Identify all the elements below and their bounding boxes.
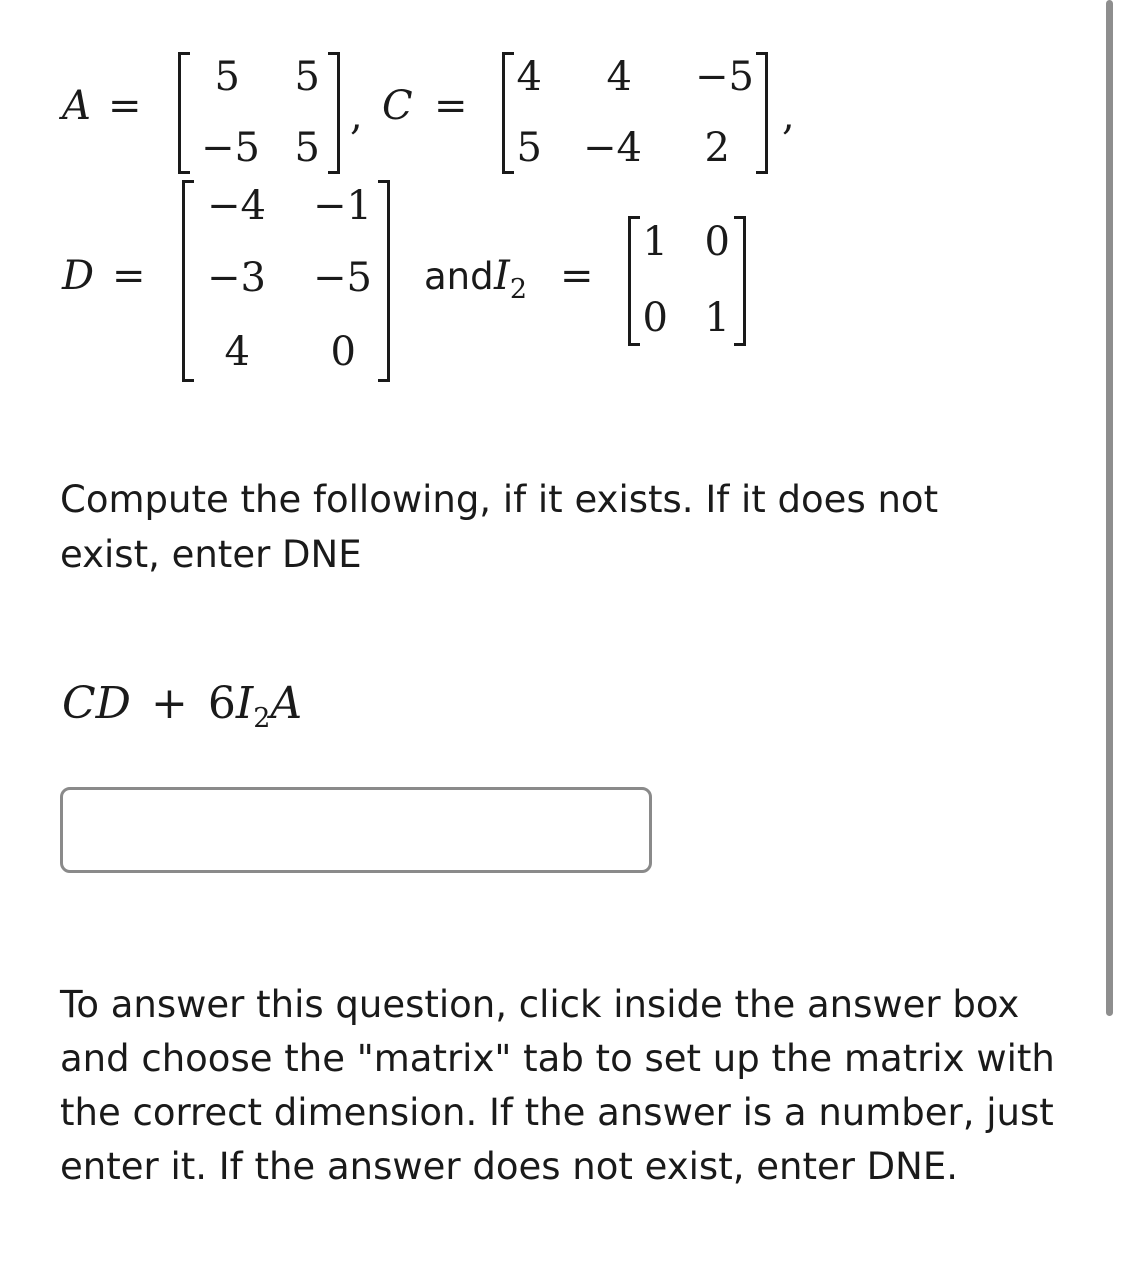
and-text: and	[424, 255, 494, 298]
matrix-c-label: C	[382, 83, 413, 129]
matrix-i2-label-subscript: 2	[509, 274, 527, 305]
matrix-d-left-bracket	[182, 180, 194, 382]
matrix-a-cell: 5	[214, 54, 240, 100]
matrix-a-cell: 5	[294, 54, 320, 100]
expression-plus: +	[150, 678, 188, 729]
answer-instructions: To answer this question, click inside the answer box and choose the "matrix" tab to set up the matrix with the correct dimension. If the answer is a number, just enter it. If the answer does not exist, enter DNE.	[60, 983, 1055, 1188]
expression-identity-subscript: 2	[253, 703, 271, 734]
scrollbar[interactable]	[1106, 0, 1113, 1016]
matrix-d-label: D	[62, 253, 95, 299]
expression-cd: CD	[62, 678, 131, 729]
matrix-i2-cell: 1	[704, 295, 730, 341]
matrix-i2-label	[494, 253, 527, 305]
matrix-a-equals: =	[108, 83, 142, 129]
matrix-a-comma: ,	[350, 93, 363, 139]
matrix-d-cell: −3	[207, 255, 266, 301]
matrix-c-cell: 4	[606, 54, 632, 100]
matrix-d-equals: =	[112, 253, 146, 299]
matrix-c-cell: 2	[704, 125, 730, 171]
matrix-a-label: A	[62, 83, 91, 129]
matrix-i2-cell: 1	[642, 219, 668, 265]
matrix-d-cell: −5	[313, 255, 372, 301]
answer-input[interactable]	[60, 787, 652, 873]
question-prompt: Compute the following, if it exists. If it does not exist, enter DNE	[60, 478, 939, 576]
matrix-i2-equals: =	[560, 253, 594, 299]
matrix-a-left-bracket	[178, 52, 190, 174]
matrix-a-right-bracket	[328, 52, 340, 174]
matrix-d-right-bracket	[378, 180, 390, 382]
matrix-c-cell: 5	[516, 125, 542, 171]
matrix-d-cell: −1	[313, 183, 372, 229]
matrix-i2-label-letter: I	[494, 253, 510, 299]
matrix-d-cell: −4	[207, 183, 266, 229]
expression-a: A	[270, 678, 303, 729]
matrix-a-cell: 5	[294, 125, 320, 171]
matrix-c-cell: 4	[516, 54, 542, 100]
matrix-c-equals: =	[434, 83, 468, 129]
expression-coefficient: 6	[207, 678, 236, 729]
matrix-i2-right-bracket	[734, 216, 746, 346]
matrix-d-cell: 0	[330, 329, 356, 375]
matrix-c-cell: −4	[583, 125, 642, 171]
matrix-c-right-bracket	[756, 52, 768, 174]
expression	[62, 678, 303, 734]
matrix-i2-cell: 0	[642, 295, 668, 341]
matrix-a-cell: −5	[201, 125, 260, 171]
expression-identity: I	[235, 678, 254, 729]
matrix-i2-cell: 0	[704, 219, 730, 265]
matrix-c-comma: ,	[782, 93, 795, 139]
matrix-c-cell: −5	[695, 54, 754, 100]
matrix-d-cell: 4	[224, 329, 250, 375]
